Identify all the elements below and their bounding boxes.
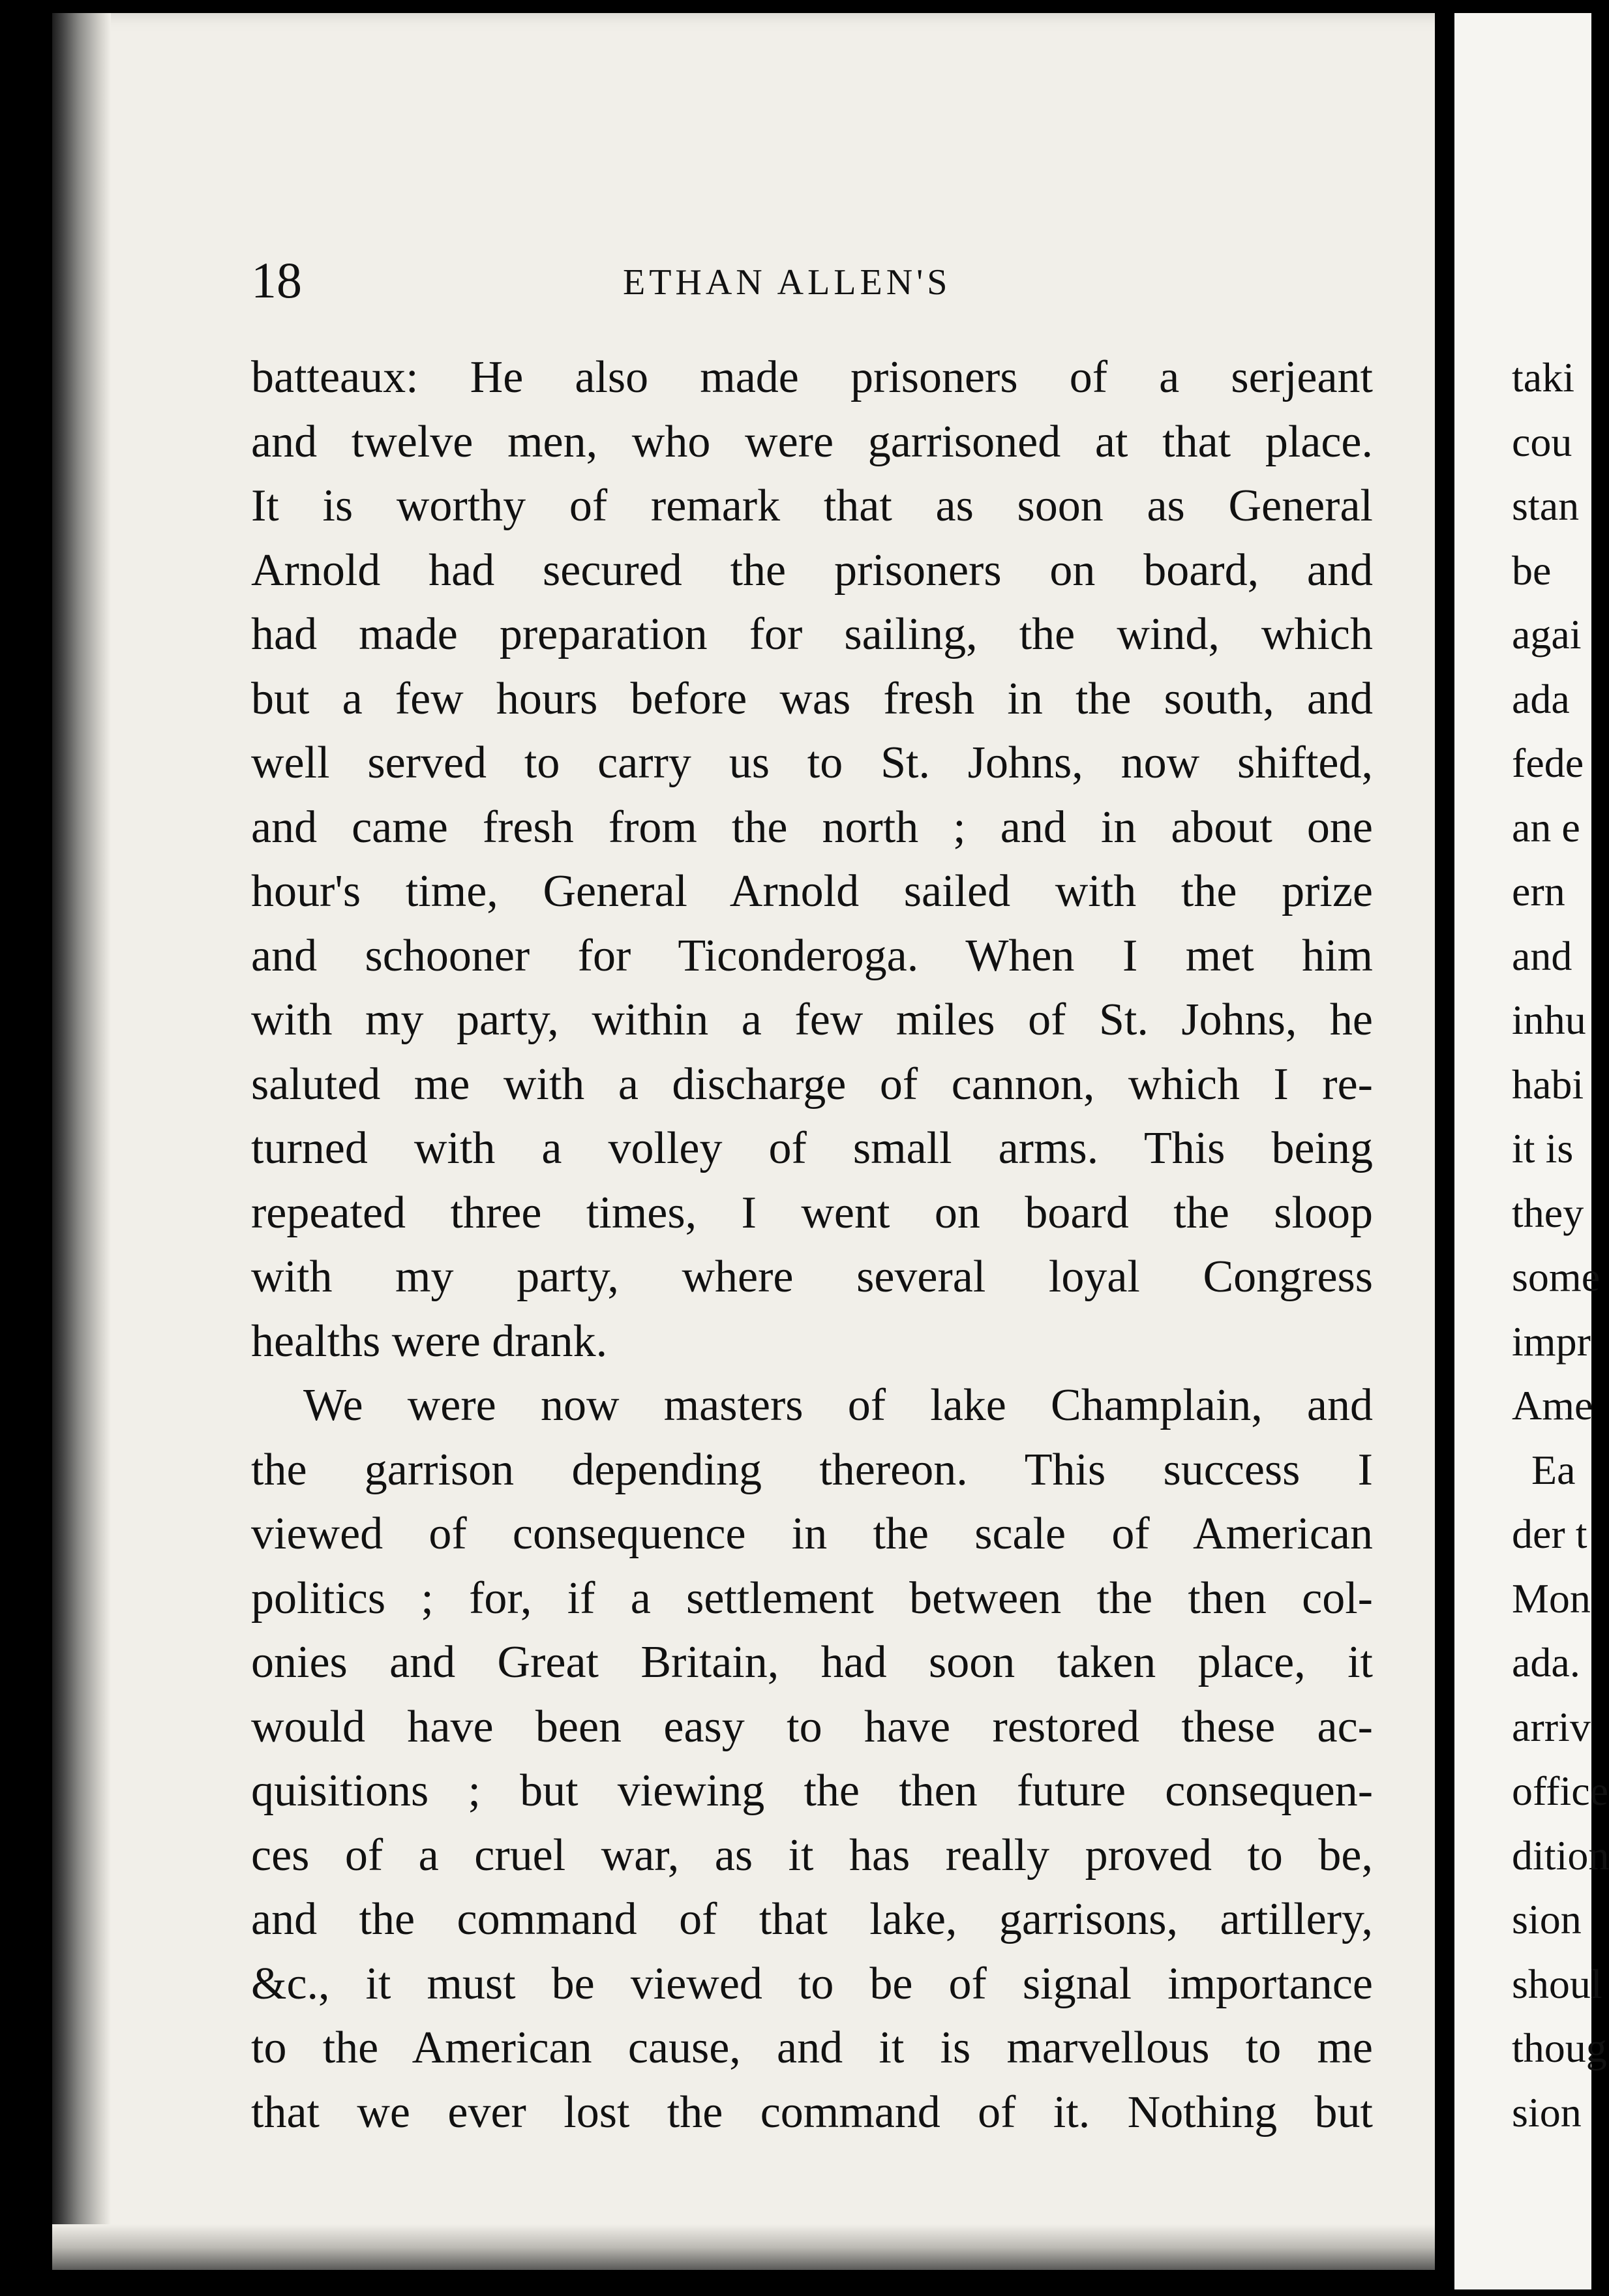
facing-page-line-fragment: impr [1512, 1318, 1591, 1365]
facing-page-line-fragment: shoul [1512, 1960, 1602, 2007]
body-text [251, 346, 1373, 2145]
page-header [251, 248, 1399, 326]
facing-page-line-fragment: Ame [1512, 1382, 1593, 1428]
text-line: but a few hours before was fresh in the south, and [251, 673, 1373, 724]
text-line: quisitions ; but viewing the then future consequen- [251, 1766, 1373, 1816]
text-line: and the command of that lake, garrisons, artillery, [251, 1894, 1373, 1944]
page-bottom-edge [52, 2224, 1435, 2270]
text-line: and came fresh from the north ; and in about one [251, 802, 1373, 853]
text-line: It is worthy of remark that as soon as General [251, 481, 1373, 531]
facing-page-line-fragment: ada [1512, 675, 1570, 722]
text-line: ces of a cruel war, as it has really proved to be, [251, 1830, 1373, 1881]
book-spine-gutter [1435, 0, 1454, 2296]
facing-page-line-fragment: an e [1512, 804, 1580, 851]
running-head: ETHAN ALLEN'S [623, 262, 952, 303]
facing-page-line-fragment: they [1512, 1189, 1584, 1236]
facing-page-line-fragment: habi [1512, 1061, 1584, 1108]
facing-page-line-fragment: stan [1512, 483, 1580, 529]
text-line: and schooner for Ticonderoga. When I met him [251, 930, 1373, 981]
text-line: We were now masters of lake Champlain, and [303, 1380, 1373, 1430]
facing-page-text [1512, 346, 1609, 2145]
facing-page-line-fragment: arriv [1512, 1703, 1591, 1750]
text-line: well served to carry us to St. Johns, now shifted, [251, 738, 1373, 788]
facing-page-line-fragment: Ea [1531, 1446, 1576, 1493]
facing-page-line-fragment: fede [1512, 740, 1584, 786]
facing-page-line-fragment: der t [1512, 1511, 1587, 1557]
facing-page-line-fragment: ada. [1512, 1639, 1580, 1685]
text-line: that we ever lost the command of it. Nothing but [251, 2087, 1373, 2137]
facing-page-line-fragment: thoug [1512, 2025, 1607, 2071]
page-number: 18 [251, 252, 302, 309]
text-line: with my party, within a few miles of St. Johns, he [251, 995, 1373, 1045]
text-line: had made preparation for sailing, the wind, which [251, 609, 1373, 659]
facing-page-line-fragment: sion [1512, 1896, 1582, 1942]
page-edge-shadow [52, 13, 111, 2270]
text-line: with my party, where several loyal Congress [251, 1252, 1373, 1302]
facing-page-line-fragment: office [1512, 1768, 1609, 1814]
facing-page-line-fragment: be [1512, 547, 1552, 594]
text-line: hour's time, General Arnold sailed with the prize [251, 866, 1373, 916]
facing-page-line-fragment: inhu [1512, 997, 1586, 1043]
facing-page-line-fragment: it is [1512, 1125, 1574, 1171]
facing-page-line-fragment: agai [1512, 611, 1582, 657]
text-line: saluted me with a discharge of cannon, which I re- [251, 1059, 1373, 1110]
text-line: healths were drank. [251, 1316, 608, 1367]
text-line: viewed of consequence in the scale of American [251, 1509, 1373, 1559]
facing-page-line-fragment: some [1512, 1254, 1601, 1300]
text-line: politics ; for, if a settlement between the then col- [251, 1573, 1373, 1624]
text-line: the garrison depending thereon. This success I [251, 1444, 1373, 1495]
facing-page-line-fragment: sion [1512, 2089, 1582, 2136]
text-line: &c., it must be viewed to be of signal importance [251, 1958, 1373, 2009]
text-line: onies and Great Britain, had soon taken place, it [251, 1637, 1373, 1687]
facing-page-line-fragment: ern [1512, 868, 1565, 914]
facing-page-line-fragment: cou [1512, 418, 1572, 465]
text-line: would have been easy to have restored these ac- [251, 1701, 1373, 1752]
text-line: repeated three times, I went on board the sloop [251, 1187, 1373, 1238]
text-line: Arnold had secured the prisoners on board, and [251, 545, 1373, 596]
facing-page-line-fragment: and [1512, 932, 1572, 979]
facing-page-line-fragment: Mon [1512, 1575, 1591, 1622]
facing-page-line-fragment: taki [1512, 354, 1574, 400]
text-line: turned with a volley of small arms. This being [251, 1123, 1373, 1173]
facing-page-line-fragment: dition [1512, 1832, 1609, 1879]
text-line: to the American cause, and it is marvellous to me [251, 2023, 1373, 2073]
text-line: batteaux: He also made prisoners of a serjeant [251, 352, 1373, 402]
text-line: and twelve men, who were garrisoned at that place. [251, 416, 1373, 467]
